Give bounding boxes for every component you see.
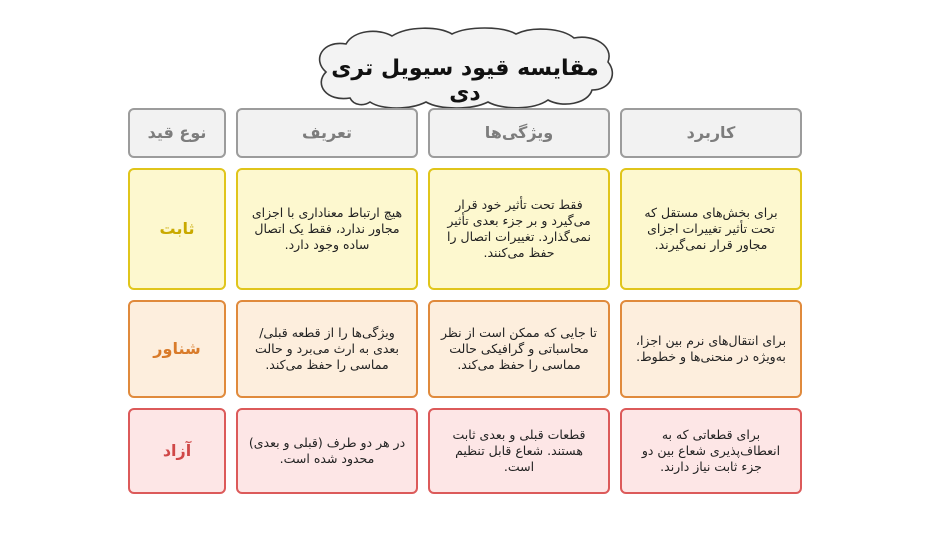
row-floating-usage: برای انتقال‌های نرم بین اجزا، به‌ویژه در منحنی‌ها و خطوط. bbox=[620, 300, 802, 398]
row-floating-label: شناور bbox=[128, 300, 226, 398]
header-features: ویژگی‌ها bbox=[428, 108, 610, 158]
header-usage: کاربرد bbox=[620, 108, 802, 158]
row-fixed-usage: برای بخش‌های مستقل که تحت تأثیر تغییرات اجزای مجاور قرار نمی‌گیرند. bbox=[620, 168, 802, 290]
row-fixed-label: ثابت bbox=[128, 168, 226, 290]
row-free-definition: در هر دو طرف (قبلی و بعدی) محدود شده است. bbox=[236, 408, 418, 494]
row-fixed-features: فقط تحت تأثیر خود قرار می‌گیرد و بر جزء بعدی تأثیر نمی‌گذارد. تغییرات اتصال را حفظ می‌کنند. bbox=[428, 168, 610, 290]
row-free-usage: برای قطعاتی که به انعطاف‌پذیری شعاع بین دو جزء ثابت نیاز دارند. bbox=[620, 408, 802, 494]
row-floating-definition: ویژگی‌ها را از قطعه قبلی/بعدی به ارث می‌برد و حالت مماسی را حفظ می‌کند. bbox=[236, 300, 418, 398]
header-constraint-type: نوع قید bbox=[128, 108, 226, 158]
row-floating-features: تا جایی که ممکن است از نظر محاسباتی و گرافیکی حالت مماسی را حفظ می‌کند. bbox=[428, 300, 610, 398]
header-definition: تعریف bbox=[236, 108, 418, 158]
title-cloud bbox=[312, 26, 618, 110]
row-free-features: قطعات قبلی و بعدی ثابت هستند. شعاع قابل تنظیم است. bbox=[428, 408, 610, 494]
page-title: مقایسه قیود سیویل تری دی bbox=[331, 56, 599, 106]
row-fixed-definition: هیچ ارتباط معناداری با اجزای مجاور ندارد، فقط یک اتصال ساده وجود دارد. bbox=[236, 168, 418, 290]
row-free-label: آزاد bbox=[128, 408, 226, 494]
